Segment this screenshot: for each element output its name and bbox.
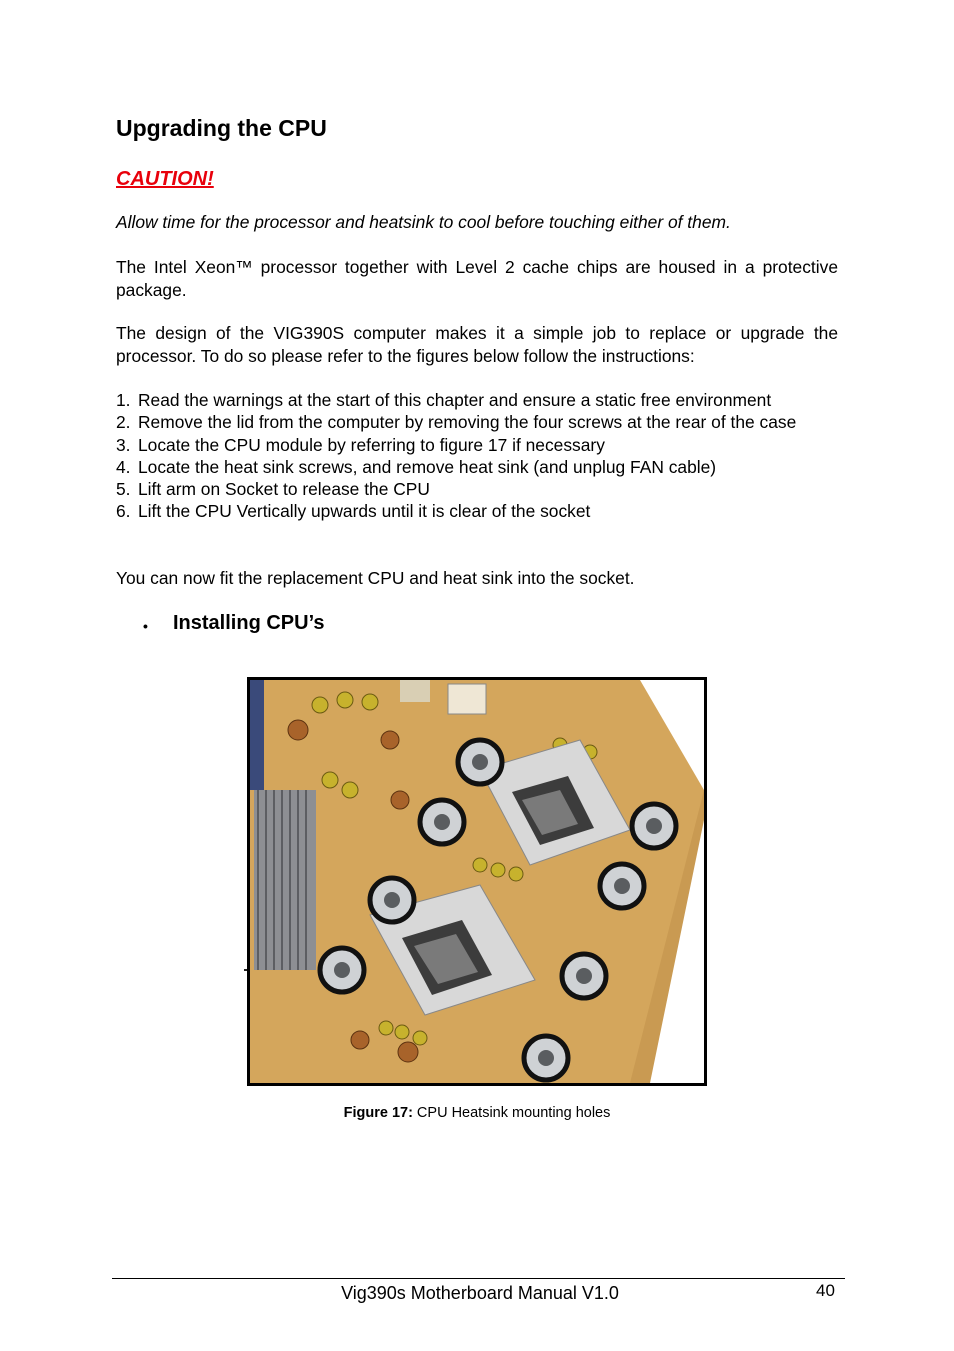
step-text: Read the warnings at the start of this chapter and ensure a static free environment <box>138 390 772 410</box>
bullet-icon: • <box>143 618 148 634</box>
page-number: 40 <box>816 1281 835 1300</box>
footer-title: Vig390s Motherboard Manual V1.0 <box>341 1283 619 1303</box>
list-item <box>116 456 838 478</box>
page-title: Upgrading the CPU <box>116 115 327 141</box>
warning-text: Allow time for the processor and heatsink to cool before touching either of them. <box>116 212 731 232</box>
paragraph-fit-replacement: You can now fit the replacement CPU and heat sink into the socket. <box>116 568 635 588</box>
figure-caption-text: CPU Heatsink mounting holes <box>412 1105 611 1121</box>
step-number: 5. <box>116 479 131 500</box>
list-item <box>116 389 838 411</box>
paragraph-design: The design of the VIG390S computer makes it a simple job to replace or upgrade the processor. To do so please refer to the figures below follow the instructions: <box>116 323 838 366</box>
figure-label: Figure 17: <box>343 1105 413 1121</box>
figure-caption <box>0 1105 954 1121</box>
paragraph-processor-package: The Intel Xeon™ processor together with Level 2 cache chips are housed in a protective package. <box>116 257 838 300</box>
step-text: Remove the lid from the computer by removing the four screws at the rear of the case <box>138 412 797 433</box>
step-text: Lift the CPU Vertically upwards until it is clear of the socket <box>138 501 591 522</box>
step-number: 1. <box>116 390 131 410</box>
step-text: Locate the heat sink screws, and remove heat sink (and unplug FAN cable) <box>138 456 717 477</box>
heatsink-fins <box>254 790 316 970</box>
instruction-list <box>116 389 838 523</box>
motherboard-photo <box>247 677 707 1086</box>
step-text: Lift arm on Socket to release the CPU <box>138 479 430 500</box>
motherboard-illustration <box>250 680 704 1083</box>
step-number: 3. <box>116 434 131 455</box>
step-number: 4. <box>116 456 131 477</box>
step-text: Locate the CPU module by referring to figure 17 if necessary <box>138 434 605 455</box>
step-number: 6. <box>116 501 131 522</box>
list-item <box>116 434 838 456</box>
list-item <box>116 411 838 433</box>
footer-divider <box>112 1278 845 1279</box>
step-number: 2. <box>116 412 131 433</box>
caution-label: CAUTION! <box>116 168 214 190</box>
list-item <box>116 478 838 500</box>
subheading: Installing CPU’s <box>173 612 325 634</box>
list-item <box>116 500 838 522</box>
